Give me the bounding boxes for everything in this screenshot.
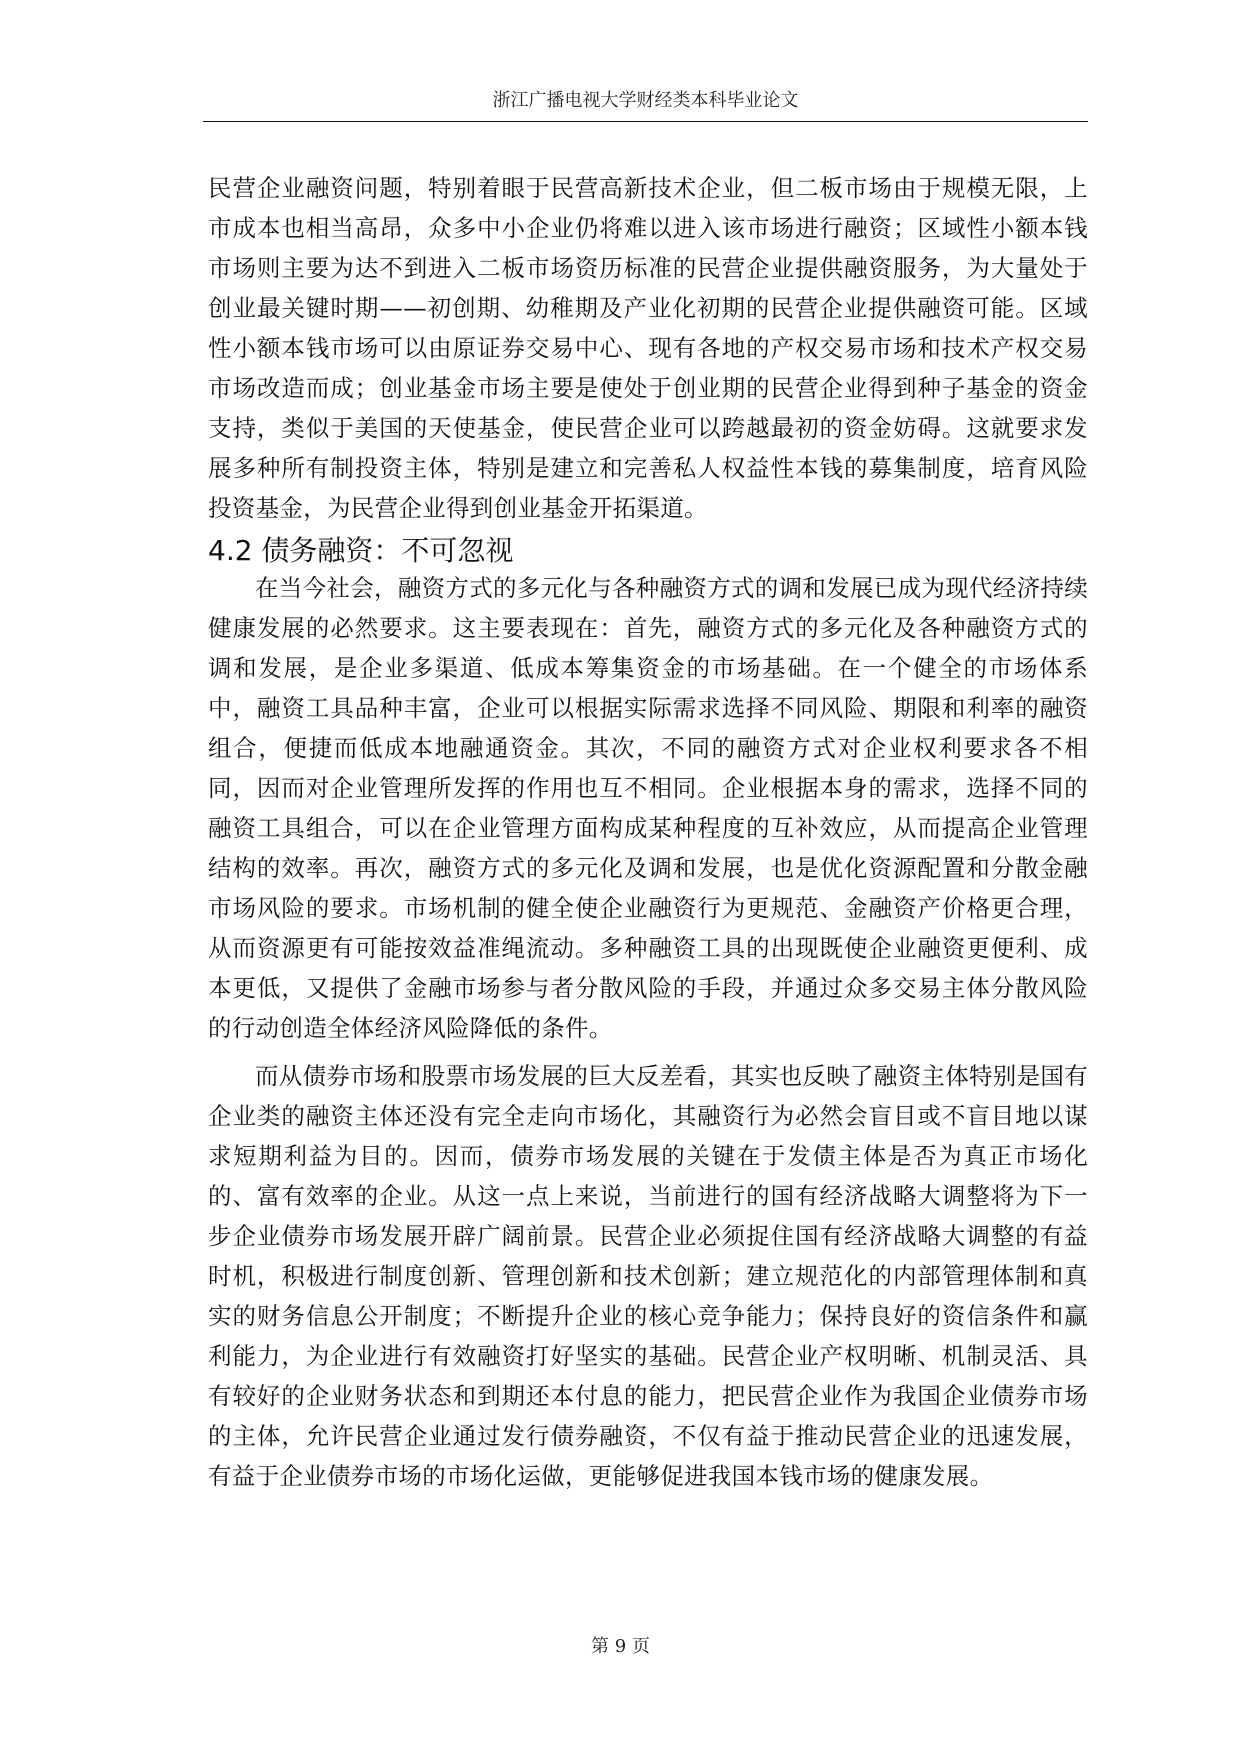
paragraph-continuation: 民营企业融资问题，特别着眼于民营高新技术企业，但二板市场由于规模无限，上市成本也相当高昂，众多中小企业仍将难以进入该市场进行融资；区域性小额本钱市场则主要为达不到进入二板市场资历标准的民营企业提供融资服务，为大量处于创业最关键时期——初创期、幼稚期及产业化初期的民营企业提供融资可能。区域性小额本钱市场可以由原证券交易中心、现有各地的产权交易市场和技术产权交易市场改造而成；创业基金市场主要是使处于创业期的民营企业得到种子基金的资金支持，类似于美国的天使基金，使民营企业可以跨越最初的资金妨碍。这就要求发展多种所有制投资主体，特别是建立和完善私人权益性本钱的募集制度，培育风险投资基金，为民营企业得到创业基金开拓渠道。 — [208, 174, 1088, 522]
document-body — [208, 168, 1088, 1496]
page-header: 浙江广播电视大学财经类本科毕业论文 — [492, 90, 799, 111]
header-rule — [203, 121, 1088, 122]
page-number: 第 9 页 — [591, 1636, 650, 1657]
paragraph-financing-diversification: 在当今社会，融资方式的多元化与各种融资方式的调和发展已成为现代经济持续健康发展的必然要求。这主要表现在：首先，融资方式的多元化及各种融资方式的调和发展，是企业多渠道、低成本筹集资金的市场基础。在一个健全的市场体系中，融资工具品种丰富，企业可以根据实际需求选择不同风险、期限和利率的融资组合，便捷而低成本地融通资金。其次，不同的融资方式对企业权利要求各不相同，因而对企业管理所发挥的作用也互不相同。企业根据本身的需求，选择不同的融资工具组合，可以在企业管理方面构成某种程度的互补效应，从而提高企业管理结构的效率。再次，融资方式的多元化及调和发展，也是优化资源配置和分散金融市场风险的要求。市场机制的健全使企业融资行为更规范、金融资产价格更合理，从而资源更有可能按效益准绳流动。多种融资工具的出现既使企业融资更便利、成本更低，又提供了金融市场参与者分散风险的手段，并通过众多交易主体分散风险的行动创造全体经济风险降低的条件。 — [208, 574, 1088, 1042]
section-heading: 4.2 债务融资：不可忽视 — [208, 534, 514, 567]
paragraph-bond-market: 而从债券市场和股票市场发展的巨大反差看，其实也反映了融资主体特别是国有企业类的融资主体还没有完全走向市场化，其融资行为必然会盲目或不盲目地以谋求短期利益为目的。因而，债券市场发展的关键在于发债主体是否为真正市场化的、富有效率的企业。从这一点上来说，当前进行的国有经济战略大调整将为下一步企业债券市场发展开辟广阔前景。民营企业必须捉住国有经济战略大调整的有益时机，积极进行制度创新、管理创新和技术创新；建立规范化的内部管理体制和真实的财务信息公开制度；不断提升企业的核心竞争能力；保持良好的资信条件和赢利能力，为企业进行有效融资打好坚实的基础。民营企业产权明晰、机制灵活、具有较好的企业财务状态和到期还本付息的能力，把民营企业作为我国企业债券市场的主体，允许民营企业通过发行债券融资，不仅有益于推动民营企业的迅速发展，有益于企业债券市场的市场化运做，更能够促进我国本钱市场的健康发展。 — [208, 1062, 1088, 1490]
